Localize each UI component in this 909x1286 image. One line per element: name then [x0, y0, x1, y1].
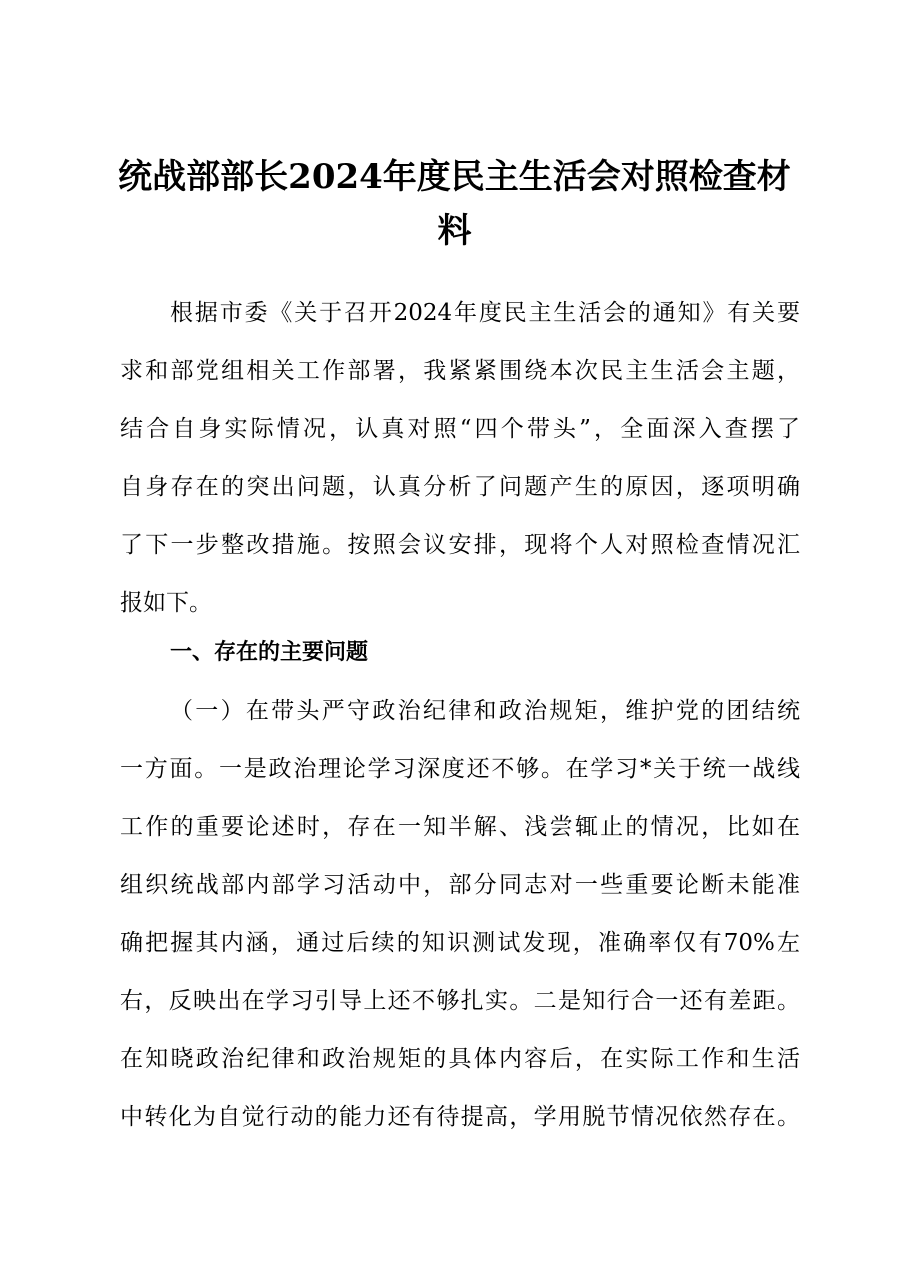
paragraph-line: 自身存在的突出问题，认真分析了问题产生的原因，逐项明确	[120, 474, 800, 500]
paragraph-line: 在知晓政治纪律和政治规矩的具体内容后，在实际工作和生活	[120, 1046, 800, 1072]
paragraph-line: 确把握其内涵，通过后续的知识测试发现，准确率仅有70%左	[120, 930, 800, 956]
paragraph-line: 右，反映出在学习引导上还不够扎实。二是知行合一还有差距。	[120, 988, 800, 1014]
paragraph-line: 报如下。	[120, 590, 212, 616]
intro-paragraph	[120, 284, 800, 632]
paragraph-line: 求和部党组相关工作部署，我紧紧围绕本次民主生活会主题，	[120, 358, 800, 384]
section-heading	[120, 624, 800, 682]
first-item-paragraph	[120, 682, 800, 1146]
section-heading-text: 一、存在的主要问题	[170, 640, 369, 665]
paragraph-line: （一）在带头严守政治纪律和政治规矩，维护党的团结统	[170, 698, 800, 724]
paragraph-line: 工作的重要论述时，存在一知半解、浅尝辄止的情况，比如在	[120, 814, 800, 840]
paragraph-line: 组织统战部内部学习活动中，部分同志对一些重要论断未能准	[120, 872, 800, 898]
title-line: 料	[437, 211, 472, 251]
title-line: 统战部部长2024年度民主生活会对照检查材	[118, 157, 791, 197]
paragraph-line: 一方面。一是政治理论学习深度还不够。在学习*关于统一战线	[120, 756, 800, 782]
paragraph-line: 结合自身实际情况，认真对照“四个带头”，全面深入查摆了	[120, 416, 800, 442]
paragraph-line: 了下一步整改措施。按照会议安排，现将个人对照检查情况汇	[120, 532, 800, 558]
paragraph-line: 中转化为自觉行动的能力还有待提高，学用脱节情况依然存在。	[120, 1104, 800, 1130]
document-title	[100, 150, 809, 258]
paragraph-line: 根据市委《关于召开2024年度民主生活会的通知》有关要	[170, 300, 800, 326]
